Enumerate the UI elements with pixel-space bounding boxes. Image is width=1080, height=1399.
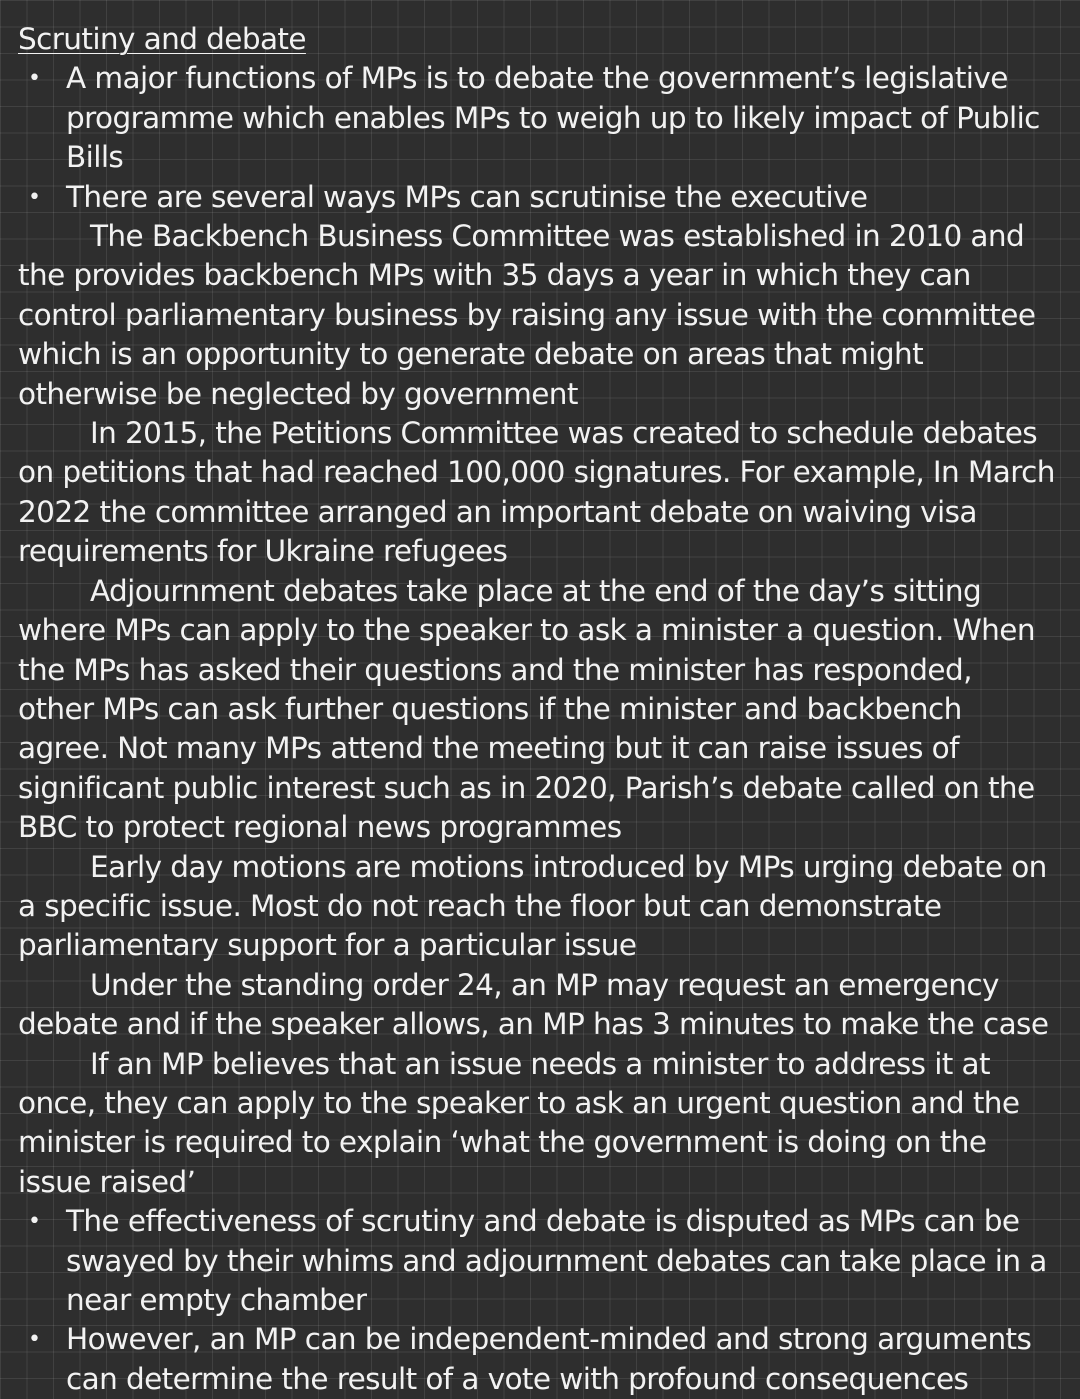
bullet-icon: • <box>28 184 41 210</box>
bullet-text: The effectiveness of scrutiny and debate is disputed as MPs can be swayed by their whims and adjournment debates can take place in a near empty chamber <box>66 1204 1047 1317</box>
list-item <box>18 178 1056 217</box>
bullet-text: A major functions of MPs is to debate the government’s legislative programme which enables MPs to weigh up to likely impact of Public Bills <box>66 61 1040 175</box>
paragraph-petitions-committee: In 2015, the Petitions Committee was created to schedule debates on petitions that had reached 100,000 signatures. For example, In March 2022 the committee arranged an important debate on waiving visa requirements for Ukraine refugees <box>18 416 1055 569</box>
bullet-text: However, an MP can be independent-minded and strong arguments can determine the result of a vote with profound consequences <box>66 1322 1032 1396</box>
list-item <box>18 1320 1056 1399</box>
paragraph-urgent-question: If an MP believes that an issue needs a minister to address it at once, they can apply to the speaker to ask an urgent question and the minister is required to explain ‘what the government is doing on the issue raised’ <box>18 1046 1020 1199</box>
bullet-text: There are several ways MPs can scrutinise the executive <box>66 179 868 214</box>
bullet-icon: • <box>28 1209 41 1235</box>
paragraph-adjournment-debates: Adjournment debates take place at the end of the day’s sitting where MPs can apply to the speaker to ask a minister a question. When the MPs has asked their questions and the minister has responded, other MPs can ask further questions if the minister and backbench agree. Not many MPs attend the meeting but it can raise issues of significant public interest such as in 2020, Parish’s debate called on the BBC to protect regional news programmes <box>18 573 1035 845</box>
paragraph-standing-order-24: Under the standing order 24, an MP may request an emergency debate and if the speaker allows, an MP has 3 minutes to make the case <box>18 967 1049 1042</box>
bullet-icon: • <box>28 66 41 92</box>
paragraph-early-day-motions: Early day motions are motions introduced by MPs urging debate on a specific issue. Most do not reach the floor but can demonstrate parliamentary support for a particular issue <box>18 849 1047 963</box>
list-item <box>18 59 1056 177</box>
paragraph-backbench-committee: The Backbench Business Committee was established in 2010 and the provides backbench MPs with 35 days a year in which they can control parliamentary business by raising any issue with the committee which is an opportunity to generate debate on areas that might otherwise be neglected by government <box>18 219 1036 411</box>
page-title: Scrutiny and debate <box>18 22 306 56</box>
list-item <box>18 1202 1056 1320</box>
bullet-icon: • <box>28 1327 41 1353</box>
